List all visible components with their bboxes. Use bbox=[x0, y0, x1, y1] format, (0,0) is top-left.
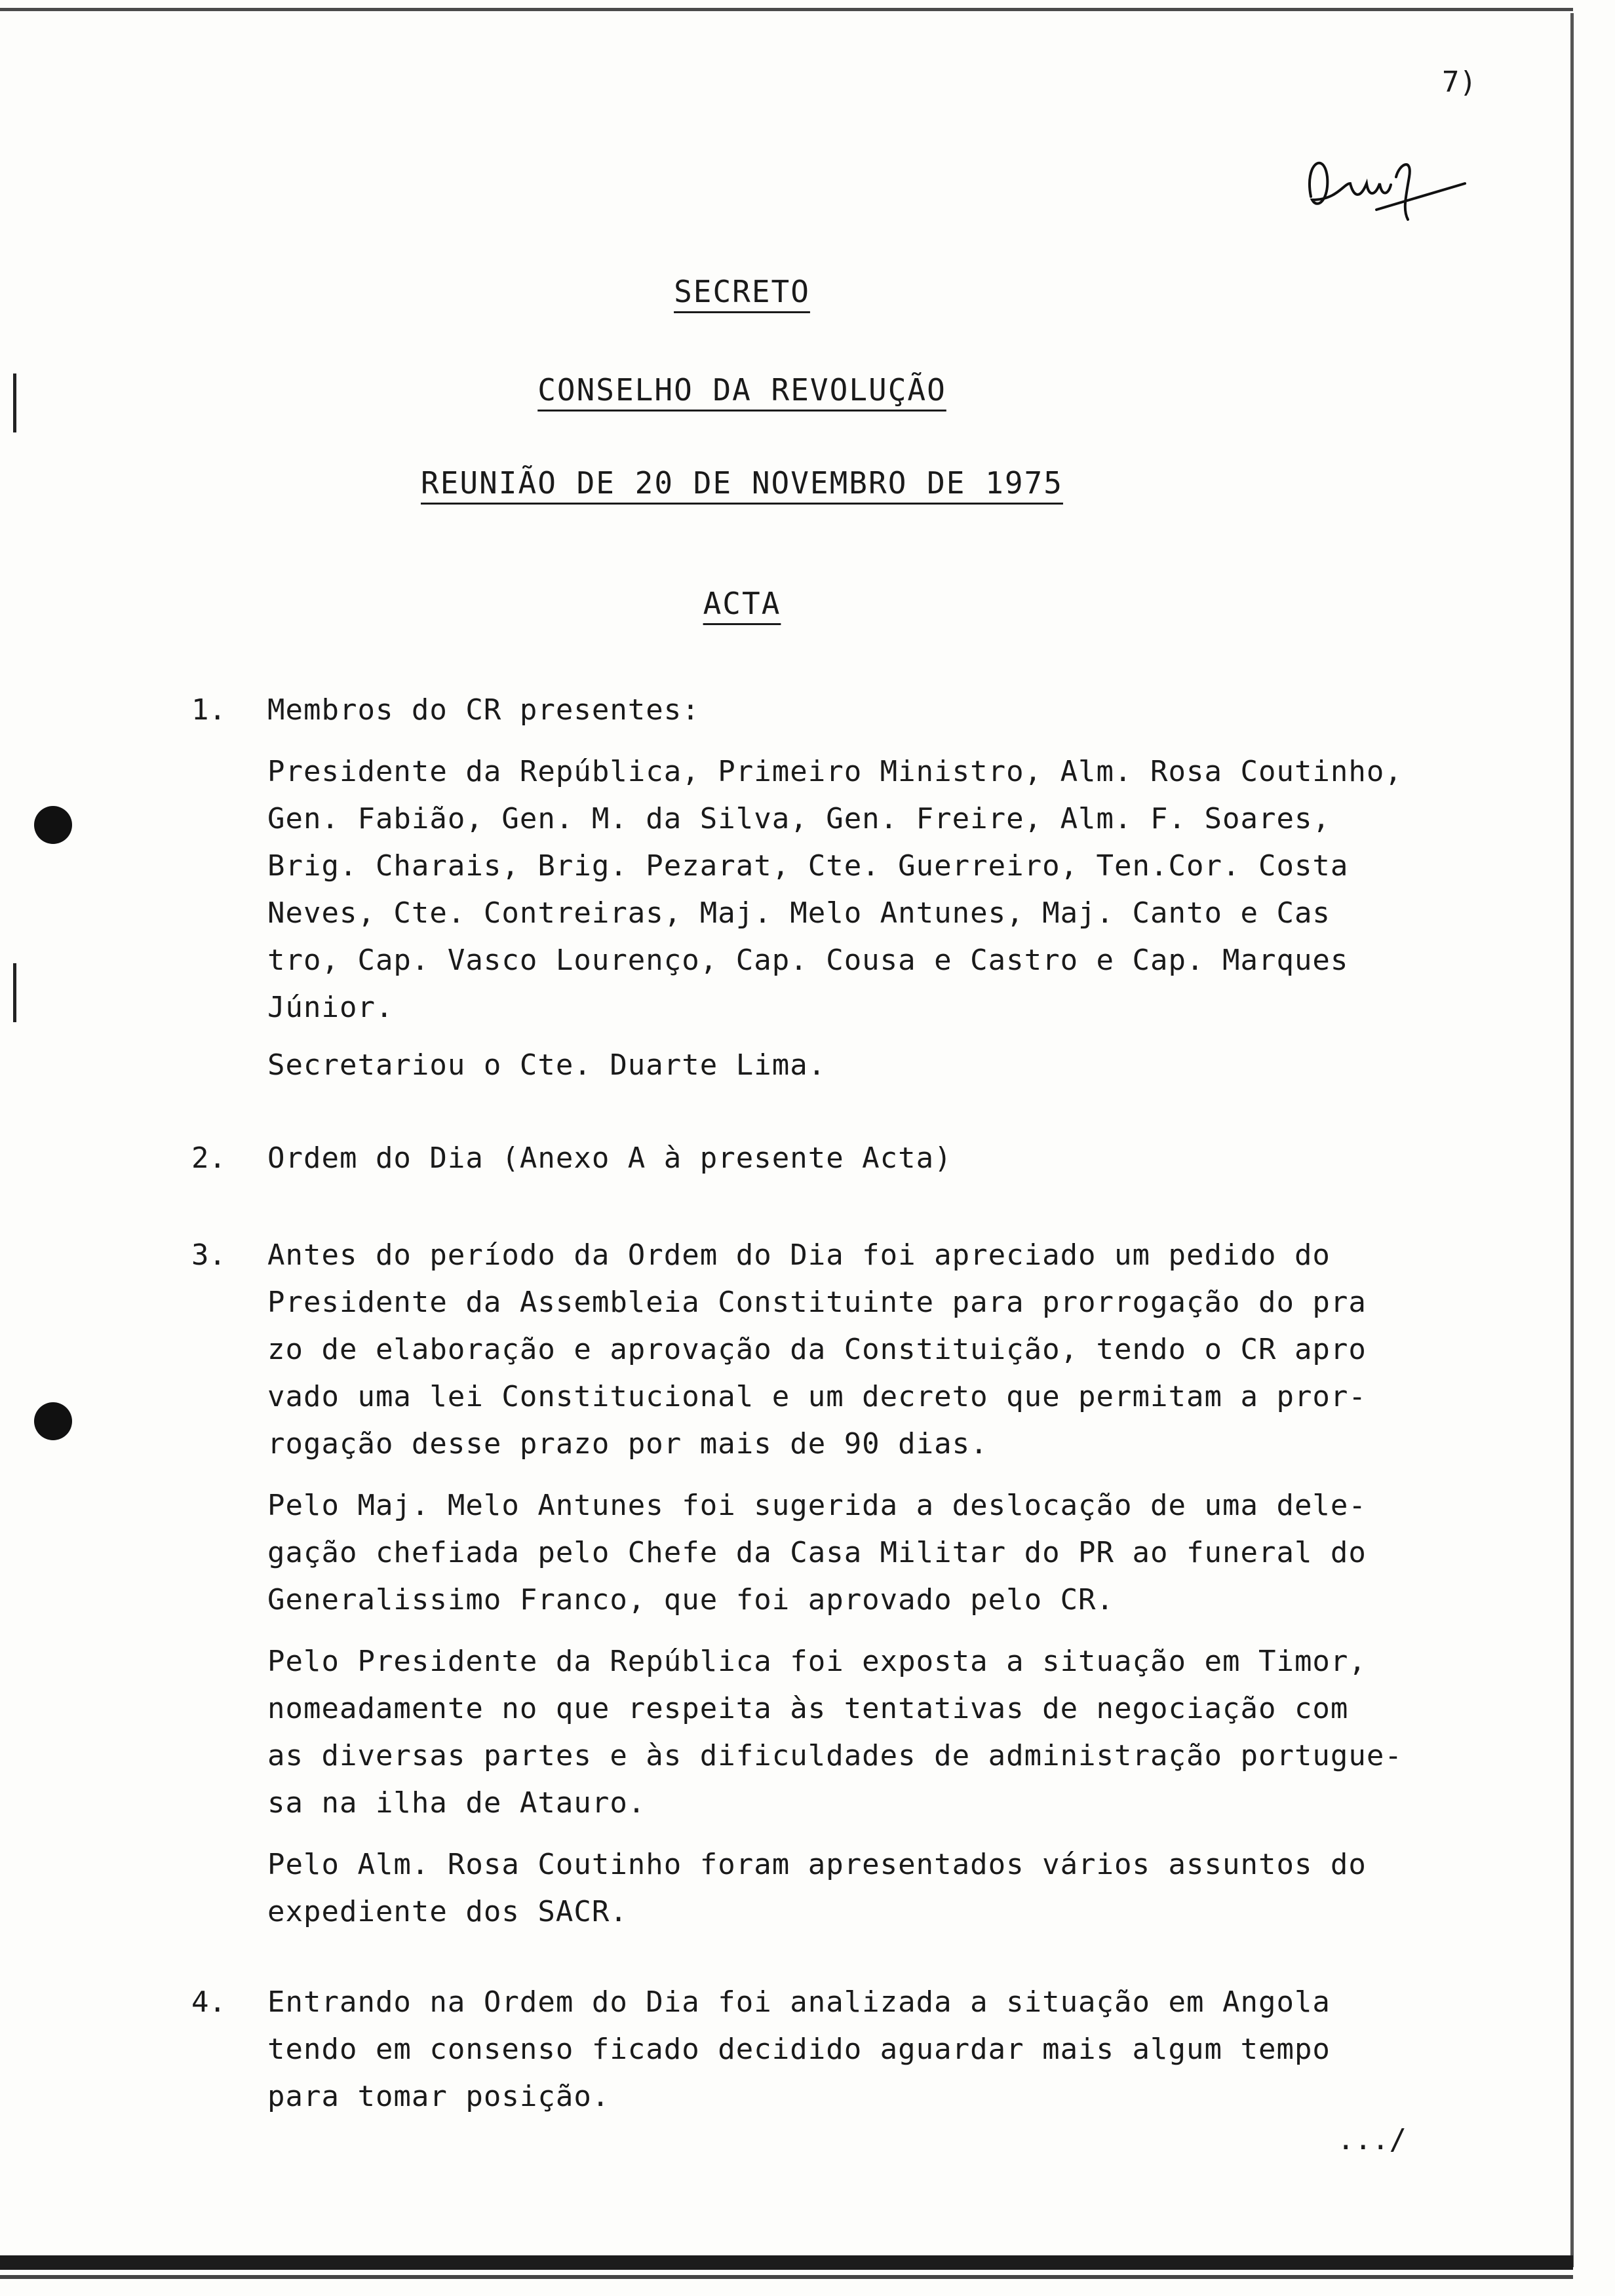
item-4-paragraph-1: Entrando na Ordem do Dia foi analizada a situação em Angola tendo em consenso ficado decidido aguardar mais algum tempo para tomar posição. bbox=[267, 1985, 1331, 2113]
scan-edge-top bbox=[0, 8, 1573, 11]
scan-edge-bottom bbox=[0, 2255, 1573, 2270]
council-heading: CONSELHO DA REVOLUÇÃO bbox=[537, 372, 946, 408]
classification-heading: SECRETO bbox=[674, 274, 810, 309]
item-number: 4. bbox=[191, 1985, 226, 2019]
item-3-paragraph-1: Antes do período da Ordem do Dia foi apreciado um pedido do Presidente da Assembleia Constituinte para prorrogação do pra zo de elaboração e aprovação da Constituição, tendo o CR apro vado uma lei Constitucional e um decreto que permitam a pror- rogação desse prazo por mais de 90 dias. bbox=[267, 1238, 1367, 1461]
item-number: 1. bbox=[191, 693, 226, 727]
handwritten-signature bbox=[1298, 138, 1475, 229]
meeting-heading: REUNIÃO DE 20 DE NOVEMBRO DE 1975 bbox=[421, 465, 1063, 501]
item-3-paragraph-2: Pelo Maj. Melo Antunes foi sugerida a deslocação de uma dele- gação chefiada pelo Chefe da Casa Militar do PR ao funeral do Generalissimo Franco, que foi aprovado pelo CR. bbox=[267, 1489, 1367, 1617]
punch-hole bbox=[34, 1402, 72, 1440]
item-1-paragraph-2: Presidente da República, Primeiro Ministro, Alm. Rosa Coutinho, Gen. Fabião, Gen. M. da Silva, Gen. Freire, Alm. F. Soares, Brig. Charais, Brig. Pezarat, Cte. Guerreiro, Ten.Cor. Costa Neves, Cte. Contreiras, Maj. Melo Antunes, Maj. Canto e Cas tro, Cap. Vasco Lourenço, Cap. Cousa e Castro e Cap. Marques Júnior. bbox=[267, 755, 1403, 1024]
scan-edge-bottom-line bbox=[0, 2275, 1573, 2279]
item-number: 2. bbox=[191, 1141, 226, 1175]
document-type-heading: ACTA bbox=[703, 586, 781, 621]
punch-hole bbox=[34, 806, 72, 844]
item-3-paragraph-3: Pelo Presidente da República foi exposta a situação em Timor, nomeadamente no que respeita às tentativas de negociação com as diversas partes e às dificuldades de administração portugue- sa na ilha de Atauro. bbox=[267, 1645, 1403, 1820]
item-1-paragraph-3: Secretariou o Cte. Duarte Lima. bbox=[267, 1048, 827, 1082]
item-number: 3. bbox=[191, 1238, 226, 1272]
item-1-paragraph-1: Membros do CR presentes: bbox=[267, 693, 700, 727]
margin-mark bbox=[13, 963, 16, 1022]
continued-marker: .../ bbox=[1337, 2123, 1407, 2156]
item-2-paragraph-1: Ordem do Dia (Anexo A à presente Acta) bbox=[267, 1141, 952, 1175]
page-number: 7) bbox=[1442, 66, 1477, 99]
scan-edge-right bbox=[1570, 13, 1574, 2267]
item-3-paragraph-4: Pelo Alm. Rosa Coutinho foram apresentados vários assuntos do expediente dos SACR. bbox=[267, 1848, 1367, 1928]
